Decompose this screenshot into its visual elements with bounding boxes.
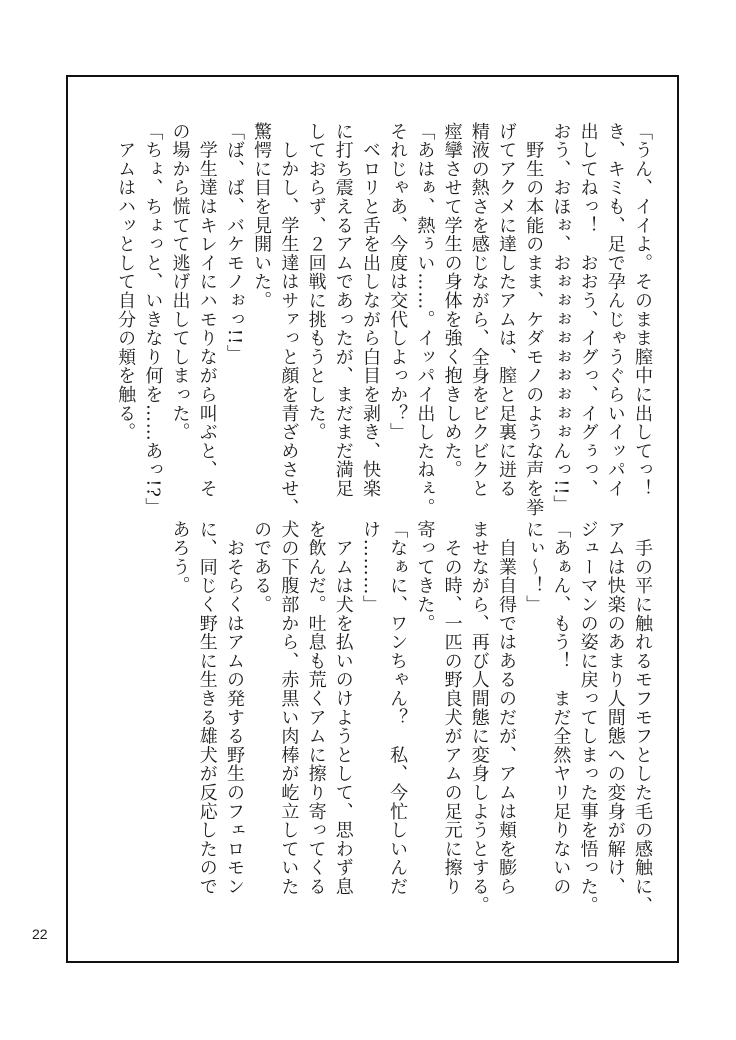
text-line: 精液の熱さを感じながら、全身をビクビクと: [468, 122, 490, 498]
text-line: アムは快楽のあまり人間態への変身が解け、: [604, 520, 626, 896]
page-number: 22: [32, 926, 48, 942]
text-line: ませながら、再び人間態に変身しようとする。: [468, 520, 490, 915]
text-line: それじゃあ、今度は交代しよっか？」: [387, 122, 409, 442]
text-line: の場から慌てて逃げ出してしまった。: [169, 122, 191, 442]
text-line: ジューマンの姿に戻ってしまった事を悟った。: [577, 520, 599, 915]
text-line: 自業自得ではあるのだが、アムは頬を膨ら: [495, 520, 517, 896]
text-line: 驚愕に目を見開いた。: [251, 122, 273, 310]
text-line: 「うん、イイよ。そのまま膣中に出してっ！: [632, 122, 653, 498]
text-line: 痙攣させて学生の身体を強く抱きしめた。: [441, 122, 463, 480]
text-line: ベロリと舌を出しながら白目を剥き、快楽: [359, 122, 381, 498]
text-line: 学生達はキレイにハモりながら叫ぶと、そ: [196, 122, 218, 498]
text-line: 手の平に触れるモフモフとした毛の感触に、: [632, 520, 653, 915]
text-line: にぃ～！」: [523, 520, 545, 614]
text-line: き、キミも、足で孕んじゃうぐらいイッパイ: [604, 122, 626, 498]
text-line: しかし、学生達はサァっと顔を青ざめさせ、: [278, 122, 300, 517]
text-block-top: [112, 122, 656, 517]
text-line: 出してねっ！ おおう、イグっ、イグぅっ、: [577, 122, 599, 498]
text-line: 「ちょ、ちょっと、いきなり何を……あっ!?」: [142, 122, 164, 517]
text-line: アムは犬を払いのけようとして、思わず息: [332, 520, 354, 896]
text-line: 「あぁん、もう！ まだ全然ヤリ足りないの: [550, 520, 572, 896]
text-line: その時、一匹の野良犬がアムの足元に擦り: [441, 520, 463, 896]
text-line: 「なぁに、ワンちゃん？ 私、今忙しいんだ: [387, 520, 409, 896]
text-line: 犬の下腹部から、赤黒い肉棒が屹立していた: [278, 520, 300, 896]
text-line: 寄ってきた。: [414, 520, 436, 633]
text-line: 「あはぁ、熱ぅい……。イッパイ出したねぇ。: [414, 122, 436, 517]
text-line: け………」: [359, 520, 381, 614]
text-line: げてアクメに達したアムは、膣と足裏に迸る: [495, 122, 517, 498]
text-line: に打ち震えるアムであったが、まだまだ満足: [332, 122, 354, 498]
text-line: おう、おほぉ、おぉぉぉぉぉぉぉぉぉんっ!!」: [550, 122, 572, 515]
text-line: 野生の本能のまま、ケダモノのような声を挙: [523, 122, 545, 517]
text-line: 「ば、ば、バケモノぉっ!!」: [223, 122, 245, 364]
text-block-bottom: [166, 520, 656, 915]
text-line: おそらくはアムの発する野生のフェロモン: [223, 520, 245, 896]
text-line: のである。: [251, 520, 273, 614]
text-line: を飲んだ。吐息も荒くアムに擦り寄ってくる: [305, 520, 327, 896]
text-line: あろう。: [169, 520, 191, 596]
text-line: アムはハッとして自分の頬を触る。: [115, 122, 137, 442]
text-line: しておらず、２回戦に挑もうとした。: [305, 122, 327, 442]
text-line: に、同じく野生に生きる雄犬が反応したので: [196, 520, 218, 896]
